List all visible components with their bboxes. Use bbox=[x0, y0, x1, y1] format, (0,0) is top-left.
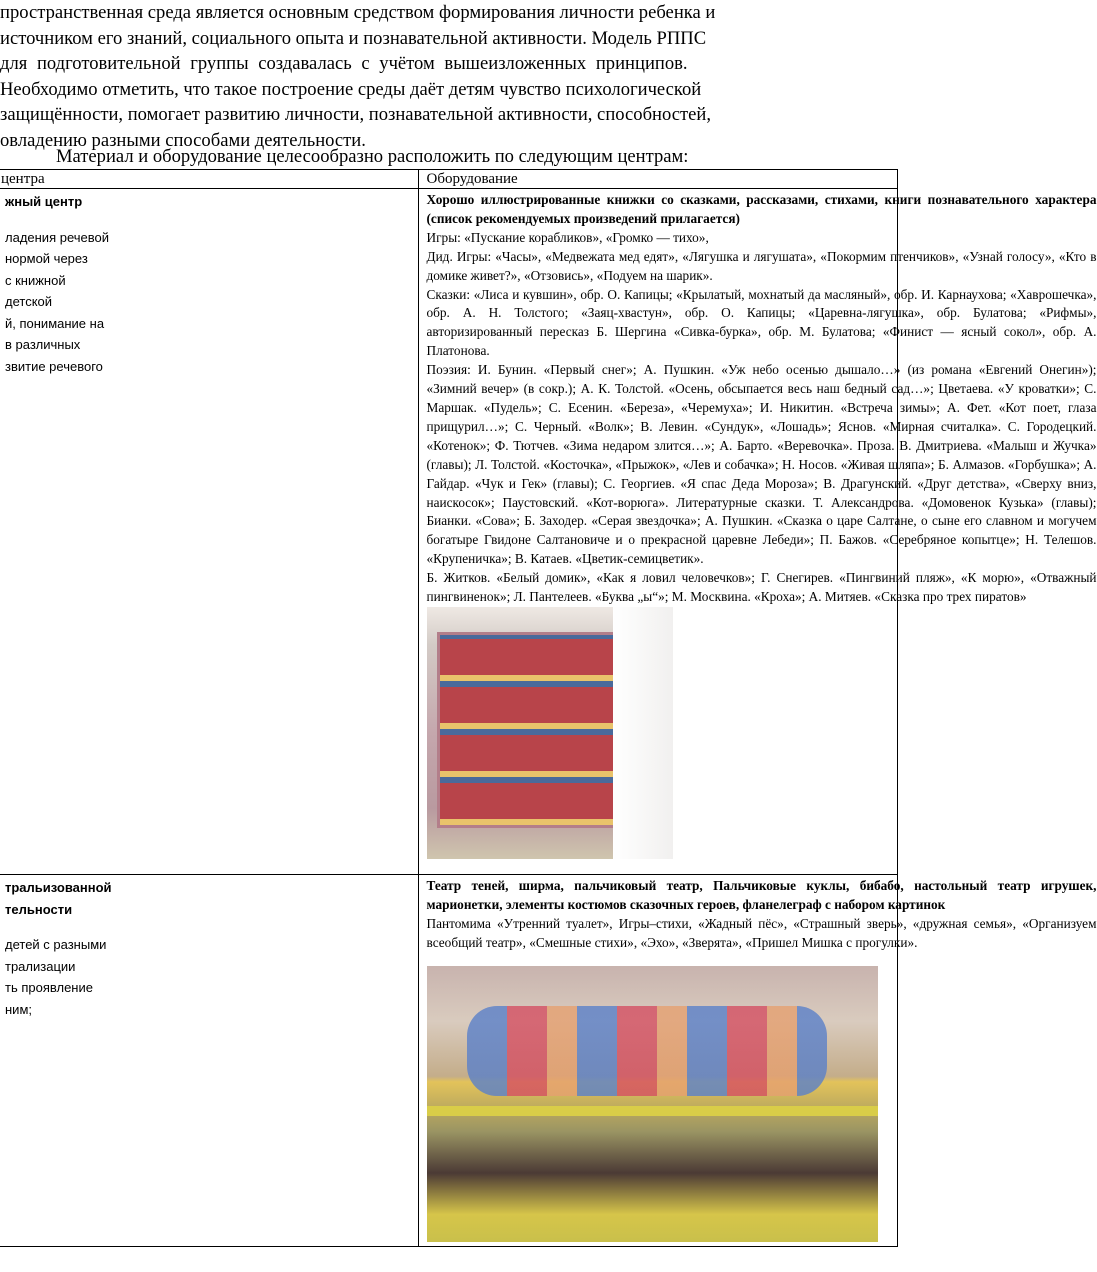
poetry-text: Поэзия: И. Бунин. «Первый снег»; А. Пушкин. «Уж небо осенью дышало…» (из романа «Евгений Онегин»); «Зимний вечер» (в сокр.); А. К. Толстой. «Осень, обсыпается весь наш бедный сад…»; Цветаева. «У кроватки»; С. Маршак. «Пудель»; С. Есенин. «Береза», «Черемуха»; И. Никитин. «Встреча зимы»; А. Фет. «Кот поет, глаза прищурил…»; С. Черный. «Волк»; В. Левин. «Сундук», «Лошадь»; Яснов. «Мирная считалка». С. Городецкий. «Котенок»; Ф. Тютчев. «Зима недаром злится…»; А. Барто. «Веревочка». Проза. В. Дмитриева. «Малыш и Жучка» (главы); Л. Толстой. «Косточка», «Прыжок», «Лев и собачка»; Н. Носов. «Живая шляпа»; Б. Алмазов. «Горбушка»; А. Гайдар. «Чук и Гек» (главы); С. Георгиев. «Я спас Деда Мороза»; В. Драгунский. «Друг детства», «Сверху вниз, наискосок»; Паустовский. «Кот-ворюга». Литературные сказки. Т. Александрова. «Домовенок Кузька» (главы); Бианки. «Сова»; Б. Заходер. «Серая звездочка»; А. Пушкин. «Сказка о царе Салтане, о сыне его славном и могучем богатыре Гвидоне Салтановиче и о прекрасной царевне Лебеди»; П. Бажов. «Серебряное копытце»; Н. Телешов. «Крупеничка»; В. Катаев. «Цветик-семицветик». bbox=[426, 362, 1097, 567]
center-desc-line: ть проявление bbox=[5, 980, 93, 995]
table-header-row bbox=[0, 170, 898, 189]
stories-text: Б. Житков. «Белый домик», «Как я ловил человечков»; Г. Снегирев. «Пингвиний пляж», «К морю», «Отважный пингвиненок»; Л. Пантелеев. «Буква „ы“»; М. Москвина. «Кроха»; А. Митяев. «Сказка про трех пиратов» bbox=[426, 570, 1097, 605]
dolls-row bbox=[467, 1006, 827, 1096]
centers-table bbox=[0, 169, 1097, 1247]
center-desc-line: звитие речевого bbox=[5, 358, 103, 374]
equipment-bold: Театр теней, ширма, пальчиковый театр, Пальчиковые куклы, бибабо, настольный театр игрушек, марионетки, элементы костюмов сказочных героев, фланелеграф с набором картинок bbox=[426, 878, 1097, 912]
center-desc-line: детей с разными bbox=[5, 937, 107, 952]
center-name-cell bbox=[0, 189, 418, 875]
intro-line: защищённости, помогает развитию личности, познавательной активности, способностей, bbox=[0, 104, 711, 126]
pantomime-text: Пантомима «Утренний туалет», Игры–стихи, «Жадный пёс», «Страшный зверь», «дружная семья», «Организуем всеобщий театр», «Смешные стихи», «Эхо», «Зверята», «Пришел Мишка с прогулки». bbox=[426, 915, 1097, 950]
equipment-cell bbox=[418, 875, 1097, 1247]
intro-line: для подготовительной группы создавалась с учётом вышеизложенных принципов. bbox=[0, 53, 688, 75]
header-center bbox=[0, 170, 418, 189]
fairy-tales-text: Сказки: «Лиса и кувшин», обр. О. Капицы; «Крылатый, мохнатый да масляный», обр. И. Карнаухова; «Хаврошечка», обр. А. Н. Толстого; «Заяц-хвастун», обр. О. Капицы; «Царевна-лягушка», обр. Булатова; «Рифмы», авторизированный пересказ Б. Шергина «Сивка-бурка», обр. М. Булатова; «Финист — ясный сокол», обр. А. Платонова. bbox=[426, 286, 1097, 359]
center-desc-line: с книжной bbox=[5, 272, 66, 288]
intro-paragraph bbox=[0, 0, 840, 154]
center-desc-line: детской bbox=[5, 294, 53, 309]
center-title: тральизованной bbox=[5, 880, 112, 895]
center-desc-line: й, понимание на bbox=[5, 315, 105, 331]
center-desc-line: трализации bbox=[5, 958, 76, 974]
intro-line: пространственная среда является основным средством формирования личности ребенка и bbox=[0, 2, 716, 23]
equipment-bold: Хорошо иллюстрированные книжки со сказками, рассказами, стихами, книги познавательного характера (список рекомендуемых произведений прилагается) bbox=[426, 192, 1097, 226]
header-center-label: центра bbox=[1, 171, 45, 187]
center-name-cell bbox=[0, 875, 418, 1247]
center-desc-line: нормой через bbox=[5, 251, 88, 266]
center-title: жный центр bbox=[5, 194, 83, 209]
center-desc-line: ладения речевой bbox=[5, 229, 110, 245]
shelf-board bbox=[427, 1106, 878, 1116]
center-desc-line: в различных bbox=[5, 337, 81, 352]
table-caption: Материал и оборудование целесообразно расположить по следующим центрам: bbox=[56, 146, 689, 167]
intro-line: Необходимо отметить, что такое построение среды даёт детям чувство психологической bbox=[0, 78, 702, 100]
window-light bbox=[613, 607, 673, 859]
intro-line: овладению разными способами деятельности. bbox=[0, 129, 366, 151]
theater-corner-photo bbox=[427, 966, 878, 1242]
games-text: Игры: «Пускание корабликов», «Громко — тихо», bbox=[426, 229, 709, 245]
table-row bbox=[0, 189, 898, 875]
center-desc-line: ним; bbox=[5, 1001, 32, 1017]
bookshelf-rack bbox=[437, 632, 623, 828]
book-corner-photo bbox=[427, 607, 673, 859]
didactic-games-text: Дид. Игры: «Часы», «Медвежата мед едят», «Лягушка и лягушата», «Покормим птенчиков», «Узнай голосу», «Кто в домике живет?», «Отзовись», «Подуем на шарик». bbox=[426, 248, 1097, 283]
header-equipment: Оборудование bbox=[418, 170, 898, 189]
intro-line: источником его знаний, социального опыта и познавательной активности. Модель РППС bbox=[0, 27, 707, 49]
equipment-cell bbox=[418, 189, 1097, 875]
table-row bbox=[0, 875, 898, 1247]
center-title: тельности bbox=[5, 901, 73, 917]
